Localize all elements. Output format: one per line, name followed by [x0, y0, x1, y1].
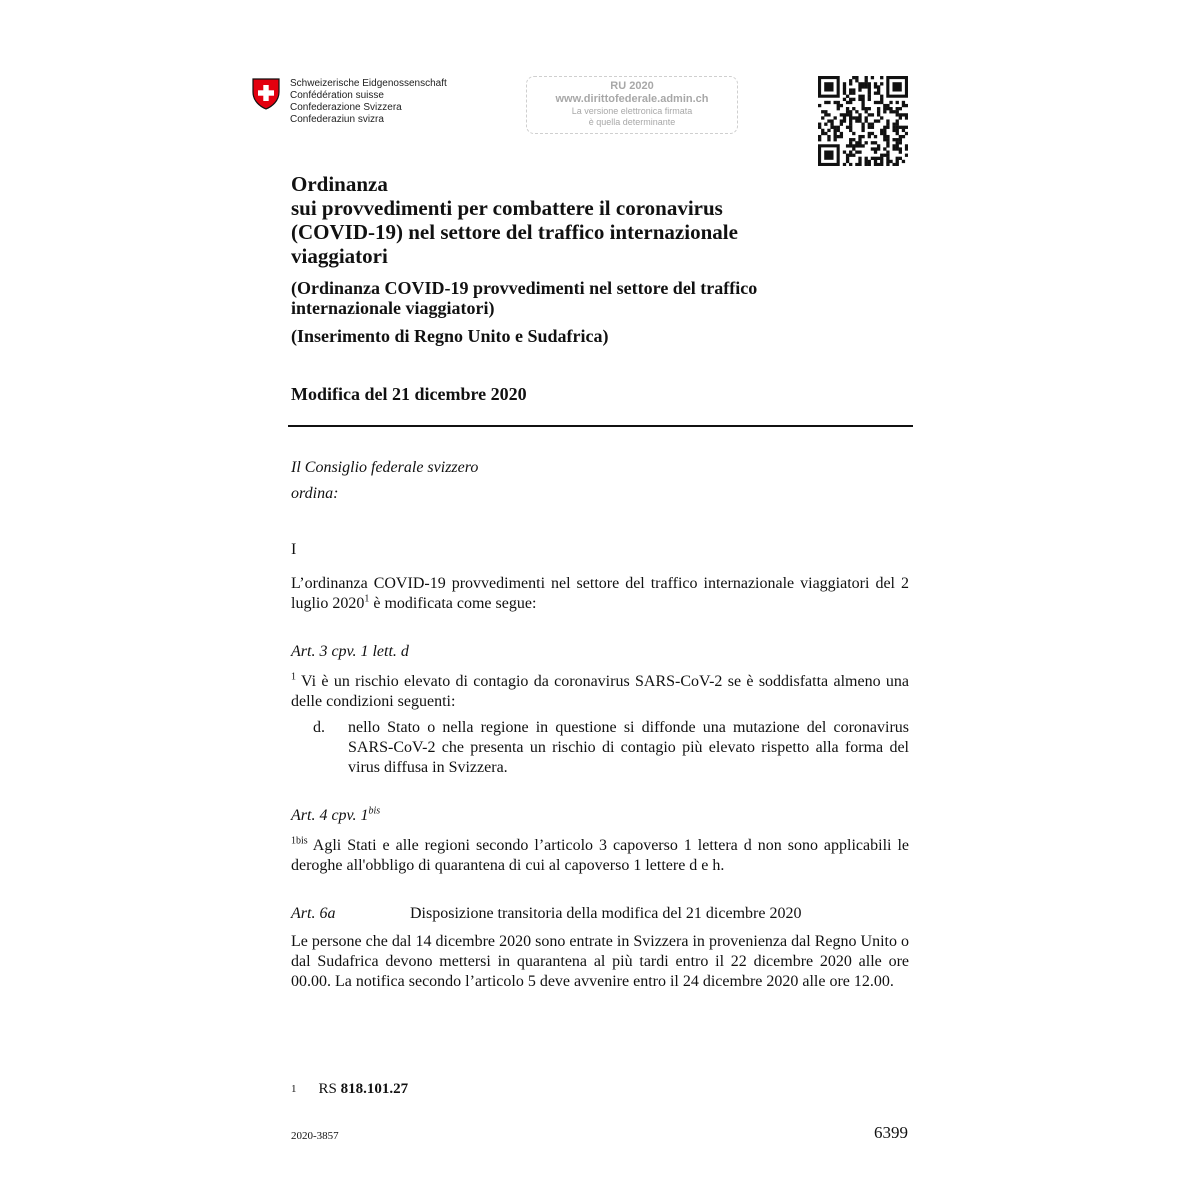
ru-note-line2: è quella determinante	[588, 117, 676, 127]
page-number: 6399	[874, 1123, 908, 1142]
title-line: (COVID-19) nel settore del traffico internazionale	[291, 220, 738, 244]
short-title	[291, 278, 757, 318]
footnote-ref: 1	[364, 593, 370, 605]
art4-text: Agli Stati e alle regioni secondo l’articolo 3 capoverso 1 lettera d non sono applicabili le deroghe all'obbligo di quarantena di cui al capoverso 1 lettere d e h.	[291, 837, 909, 874]
preamble-decree: ordina:	[291, 485, 339, 502]
art6a-paragraph: Le persone che dal 14 dicembre 2020 sono entrate in Svizzera in provenienza dal Regno Unito o dal Sudafrica devono mettersi in quarantena al più tardi entro il 22 dicembre 2020 alle ore 00.00. La notifica secondo l’articolo 5 deve avvenire entro il 24 dicembre 2020 alle ore 12.00.	[291, 933, 909, 990]
modification-date: Modifica del 21 dicembre 2020	[291, 384, 527, 404]
art4-heading-sup: bis	[368, 805, 381, 817]
ru-year: RU 2020	[610, 80, 654, 92]
official-stamp-box	[526, 76, 738, 134]
art3-item-d	[313, 718, 909, 778]
document-number: 2020-3857	[291, 1130, 339, 1142]
art6a-heading: Art. 6a	[291, 905, 336, 922]
document-title	[291, 172, 738, 268]
art4-heading-text: Art. 4 cpv. 1	[291, 807, 369, 824]
federation-names	[290, 78, 447, 126]
federation-line-rm: Confederaziun svizra	[290, 114, 384, 125]
paragraph-number: 1	[291, 671, 296, 683]
art4-heading	[291, 806, 380, 826]
item-text: nello Stato o nella regione in questione si diffonde una mutazione del coronavirus SARS-CoV-2 che presenta un rischio di contagio più elevato rispetto alla forma del virus diffusa in Svizzera.	[348, 719, 909, 776]
ru-website: www.dirittofederale.admin.ch	[555, 93, 709, 105]
short-title-line: (Ordinanza COVID-19 provvedimenti nel settore del traffico	[291, 278, 758, 298]
art3-text: Vi è un rischio elevato di contagio da coronavirus SARS-CoV-2 se è soddisfatta almeno una delle condizioni seguenti:	[291, 673, 909, 710]
item-label: d.	[313, 719, 325, 736]
title-line: viaggiatori	[291, 244, 388, 268]
intro-text-end: è modificata come segue:	[369, 595, 537, 612]
preamble-authority: Il Consiglio federale svizzero	[291, 459, 479, 476]
footnote-prefix: RS	[318, 1081, 341, 1097]
federation-line-de: Schweizerische Eidgenossenschaft	[290, 78, 447, 89]
art6a-title: Disposizione transitoria della modifica del 21 dicembre 2020	[410, 905, 802, 922]
preamble	[291, 458, 478, 510]
qr-code-icon	[818, 76, 908, 166]
art6a-heading-row	[291, 904, 911, 924]
art4-paragraph	[291, 836, 909, 876]
footnote-number: 1	[291, 1083, 297, 1095]
art3-paragraph	[291, 672, 909, 712]
title-line: Ordinanza	[291, 172, 388, 196]
federation-line-it: Confederazione Svizzera	[290, 102, 402, 113]
insertion-note: (Inserimento di Regno Unito e Sudafrica)	[291, 326, 609, 346]
intro-paragraph	[291, 574, 909, 614]
art3-heading: Art. 3 cpv. 1 lett. d	[291, 643, 409, 660]
federation-line-fr: Confédération suisse	[290, 90, 384, 101]
divider	[288, 425, 913, 427]
footnote	[291, 1079, 408, 1099]
intro-text: L’ordinanza COVID-19 provvedimenti nel settore del traffico internazionale viaggiatori del 2 luglio 2020	[291, 575, 909, 612]
section-number: I	[291, 541, 297, 558]
swiss-coat-of-arms-icon	[252, 78, 280, 110]
footnote-reference: 818.101.27	[340, 1081, 409, 1097]
paragraph-number: 1bis	[291, 835, 308, 847]
ru-note-line1: La versione elettronica firmata	[571, 106, 693, 116]
title-line: sui provvedimenti per combattere il coronavirus	[291, 196, 723, 220]
short-title-line: internazionale viaggiatori)	[291, 298, 495, 318]
